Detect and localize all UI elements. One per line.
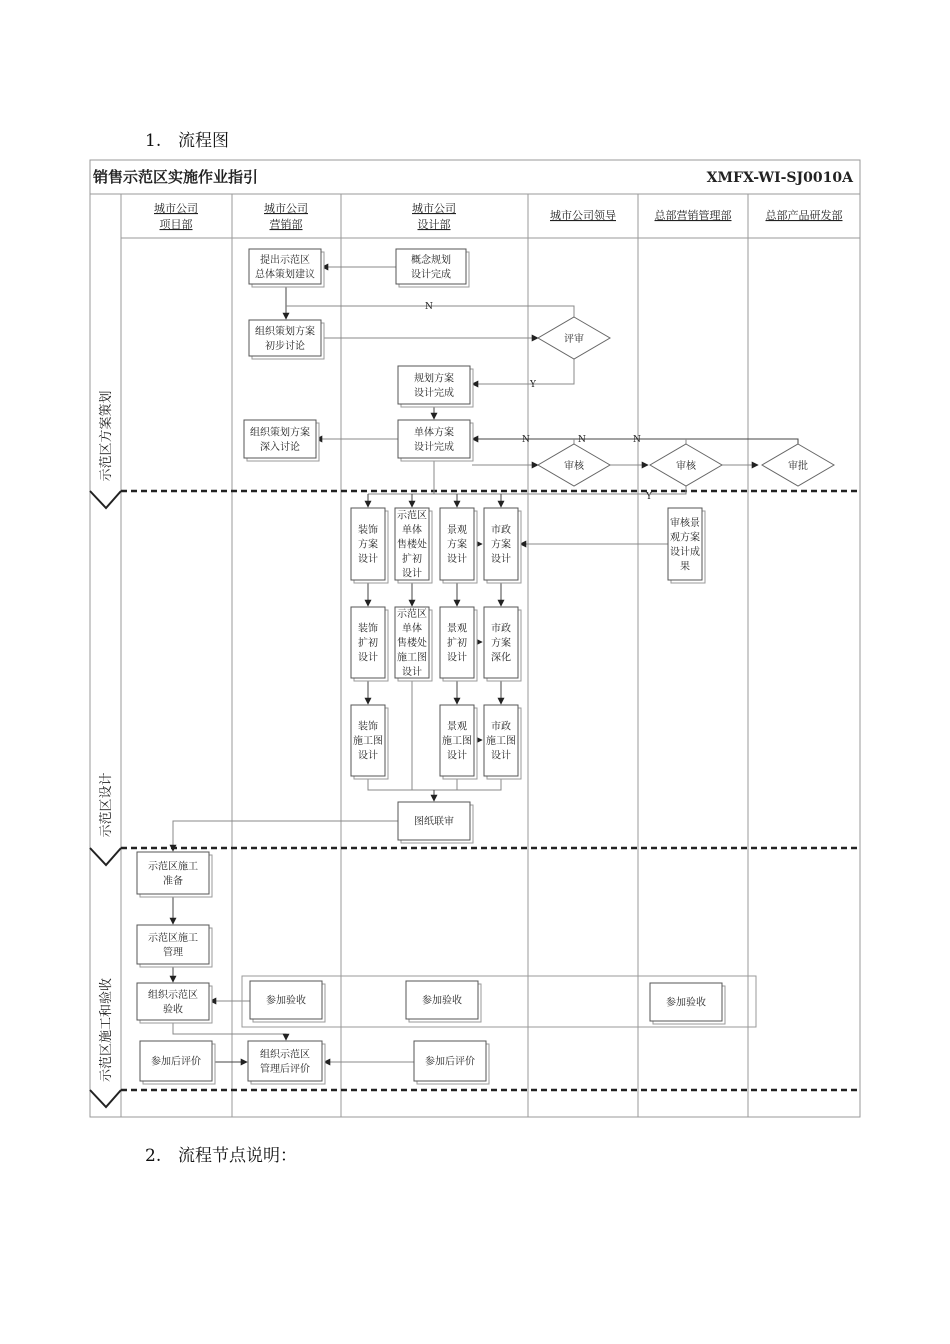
section-title: 流程节点说明： <box>178 1146 297 1166</box>
phase-label-construction: 示范区施工和验收 <box>99 977 114 1083</box>
chart-title: 销售示范区实施作业指引 <box>93 168 259 186</box>
section-number: 2. <box>145 1146 162 1166</box>
flow-label-y: Y <box>646 492 652 502</box>
process-node-n-manage <box>137 925 212 967</box>
node-text: 果 <box>680 561 690 573</box>
flow-label-y: Y <box>530 380 536 390</box>
node-text: 施工图 <box>486 736 516 748</box>
node-text: 组织策划方案 <box>250 427 310 439</box>
node-text: 装饰 <box>358 721 378 733</box>
process-node-n-join-accept-1 <box>250 981 325 1022</box>
decision-node-d-check-leader <box>538 444 610 486</box>
node-text: 设计 <box>358 554 378 566</box>
col-header-hq-rd: 总部产品研发部 <box>765 209 843 222</box>
col-header-design: 城市公司 <box>412 202 456 215</box>
node-text: 设计完成 <box>414 441 454 453</box>
process-node-n-post-eval <box>248 1041 325 1084</box>
node-text: 设计 <box>491 750 511 762</box>
process-node-n-deco-scheme <box>351 508 388 583</box>
node-text: 设计 <box>447 750 467 762</box>
node-text: 扩初 <box>402 554 422 566</box>
node-text: 方案 <box>358 539 378 551</box>
node-text: 装饰 <box>358 525 378 537</box>
node-text: 审核景 <box>670 517 700 529</box>
decision-text: 审批 <box>788 461 808 472</box>
flow-label-n: N <box>425 302 433 312</box>
node-text: 设计 <box>447 652 467 664</box>
decision-node-d-check-hq <box>650 444 722 486</box>
node-text: 规划方案 <box>414 373 454 385</box>
node-text: 示范区施工 <box>148 932 198 944</box>
phase-chevron <box>90 1090 121 1107</box>
node-text: 组织策划方案 <box>255 326 315 338</box>
process-node-n-unit-done <box>398 420 473 461</box>
node-text: 参加后评价 <box>425 1056 475 1068</box>
node-text: 扩初 <box>358 638 378 650</box>
node-text: 示范区 <box>397 510 427 522</box>
node-text: 深入讨论 <box>260 441 300 453</box>
node-text: 方案 <box>491 638 511 650</box>
process-node-n-plan-done <box>398 366 473 407</box>
node-text: 初步讨论 <box>265 340 305 352</box>
process-node-n-land-cd <box>440 705 477 779</box>
node-text: 扩初 <box>447 638 467 650</box>
process-node-n-concept <box>396 249 469 287</box>
process-node-n-join-accept-2 <box>406 981 481 1022</box>
node-text: 施工图 <box>397 652 427 664</box>
phase-label-design: 示范区设计 <box>99 772 114 838</box>
node-text: 景观 <box>447 525 467 537</box>
node-text: 示范区施工 <box>148 861 198 873</box>
node-text: 准备 <box>163 875 183 887</box>
section-title: 流程图 <box>178 131 229 151</box>
col-header-project: 城市公司 <box>154 202 198 215</box>
process-node-n-muni-scheme <box>484 508 521 583</box>
node-text: 概念规划 <box>411 254 451 266</box>
node-text: 参加后评价 <box>151 1056 201 1068</box>
decision-text: 评审 <box>564 334 584 345</box>
node-text: 设计 <box>358 750 378 762</box>
node-text: 施工图 <box>442 736 472 748</box>
process-node-n-proposal <box>249 249 324 287</box>
node-text: 组织示范区 <box>260 1049 310 1061</box>
node-text: 单体 <box>402 623 422 635</box>
process-node-n-muni-deep <box>484 607 521 681</box>
col-header-marketing-sub: 营销部 <box>269 218 303 231</box>
node-text: 设计 <box>491 554 511 566</box>
process-node-n-review-land <box>668 508 705 583</box>
node-text: 验收 <box>163 1004 183 1016</box>
node-text: 深化 <box>491 652 511 664</box>
node-text: 设计 <box>447 554 467 566</box>
node-text: 方案 <box>447 539 467 551</box>
node-text: 参加验收 <box>266 995 306 1007</box>
node-text: 示范区 <box>397 609 427 621</box>
process-node-n-land-ext <box>440 607 477 681</box>
node-text: 市政 <box>491 721 511 733</box>
node-text: 设计成 <box>670 546 700 558</box>
process-node-n-join-accept-3 <box>650 983 725 1024</box>
node-text: 参加验收 <box>422 995 462 1007</box>
node-text: 景观 <box>447 721 467 733</box>
decision-text: 审核 <box>676 461 696 472</box>
node-text: 观方案 <box>670 532 700 544</box>
node-text: 设计完成 <box>414 387 454 399</box>
section-heading-node-notes <box>145 1141 297 1166</box>
node-text: 管理 <box>163 947 183 959</box>
node-text: 设计 <box>358 652 378 664</box>
node-text: 市政 <box>491 525 511 537</box>
phase-chevron <box>90 848 121 865</box>
process-node-n-drawing-review <box>398 802 473 843</box>
col-header-hq-marketing: 总部营销管理部 <box>654 209 732 222</box>
node-text: 设计 <box>402 667 422 679</box>
process-node-n-muni-cd <box>484 705 521 779</box>
process-node-n-initial-discuss <box>249 320 324 359</box>
node-text: 售楼处 <box>397 539 427 551</box>
process-node-n-prep <box>137 852 212 897</box>
process-node-n-deco-cd <box>351 705 388 779</box>
process-node-n-join-post-1 <box>140 1041 215 1084</box>
node-text: 图纸联审 <box>414 816 454 828</box>
flow-label-n: N <box>578 435 586 445</box>
node-text: 单体 <box>402 525 422 537</box>
node-text: 参加验收 <box>666 997 706 1009</box>
node-text: 总体策划建议 <box>255 269 315 281</box>
process-node-n-land-scheme <box>440 508 477 583</box>
node-text: 方案 <box>491 539 511 551</box>
node-text: 提出示范区 <box>260 254 310 266</box>
node-text: 设计 <box>402 568 422 580</box>
phase-chevron <box>90 491 121 508</box>
node-text: 单体方案 <box>414 427 454 439</box>
col-header-project-sub: 项目部 <box>159 218 193 231</box>
node-text: 组织示范区 <box>148 989 198 1001</box>
node-text: 施工图 <box>353 736 383 748</box>
node-text: 装饰 <box>358 623 378 635</box>
chart-code: XMFX-WI-SJ0010A <box>706 170 853 186</box>
process-node-n-join-post-2 <box>414 1041 489 1084</box>
flow-label-n: N <box>633 435 641 445</box>
phase-label-planning: 示范区方案策划 <box>99 390 114 482</box>
section-number: 1. <box>145 131 162 151</box>
decision-node-d-review <box>538 317 610 359</box>
process-node-n-accept <box>137 983 212 1023</box>
node-text: 售楼处 <box>397 638 427 650</box>
process-node-n-deco-ext <box>351 607 388 681</box>
decision-text: 审核 <box>564 461 584 472</box>
node-text: 设计完成 <box>411 269 451 281</box>
node-text: 管理后评价 <box>260 1063 310 1075</box>
node-text: 景观 <box>447 623 467 635</box>
decision-node-d-approve <box>762 444 834 486</box>
process-node-n-deep-discuss <box>244 420 319 461</box>
process-node-n-sales-scheme <box>395 508 432 583</box>
process-node-n-sales-cd <box>395 607 432 681</box>
col-header-design-sub: 设计部 <box>417 218 451 231</box>
node-text: 市政 <box>491 623 511 635</box>
col-header-marketing: 城市公司 <box>264 202 308 215</box>
col-header-leader: 城市公司领导 <box>550 209 616 222</box>
flow-label-n: N <box>522 435 530 445</box>
